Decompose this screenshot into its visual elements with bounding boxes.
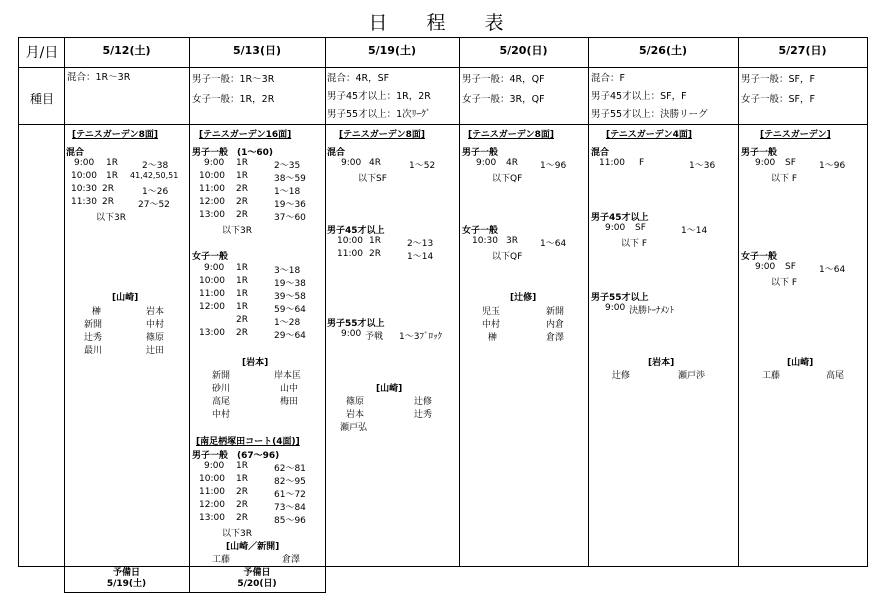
reserve-label: 予備日 xyxy=(112,568,140,578)
draw-range: 73～84 xyxy=(274,503,306,513)
time: 13:00 xyxy=(199,513,225,523)
time: 10:00 xyxy=(199,474,225,484)
event-line: 男子一般：SF，F xyxy=(741,74,815,85)
time: 9:00 xyxy=(341,329,362,339)
section-tail: 以下 F xyxy=(621,239,648,249)
round: 1R xyxy=(236,171,248,181)
draw-range: 2～13 xyxy=(407,239,434,249)
time: 12:00 xyxy=(199,302,225,312)
section-title: 男子一般 (67～96) xyxy=(192,451,280,461)
section-tail: 以下 F xyxy=(771,278,798,288)
draw-range: 1～96 xyxy=(819,161,846,171)
group-member: 最川 xyxy=(84,346,103,356)
section-title: 男子一般 xyxy=(741,148,778,158)
group-member: 辻秀 xyxy=(84,333,103,343)
draw-range: 82～95 xyxy=(274,477,306,487)
draw-range: 1～3ﾌﾞﾛｯｸ xyxy=(399,332,442,342)
reserve-label: 予備日 xyxy=(243,568,271,578)
group-member: 新開 xyxy=(84,320,103,330)
time: 9:00 xyxy=(605,223,626,233)
venue-label: [テニスガーデン4面] xyxy=(606,130,692,140)
group-name: [山崎／新開] xyxy=(226,542,280,552)
time: 9:00 xyxy=(204,461,225,471)
group-member: 榊 xyxy=(488,333,498,343)
time: 10:00 xyxy=(199,276,225,286)
draw-range: 3～18 xyxy=(274,266,301,276)
group-name: [山崎] xyxy=(376,384,403,394)
round: 1R xyxy=(369,236,381,246)
grid-line xyxy=(738,37,739,567)
draw-range: 41,42,50,51 xyxy=(130,171,179,180)
draw-range: 1～36 xyxy=(689,161,716,171)
group-member: 瀬戸弘 xyxy=(340,423,368,433)
group-member: 篠原 xyxy=(346,397,365,407)
round: 1R xyxy=(236,158,248,168)
section-title: 男子一般 xyxy=(462,148,499,158)
draw-range: 2～35 xyxy=(274,161,301,171)
group-name: [岩本] xyxy=(648,358,675,368)
round: 予戦 xyxy=(365,332,384,342)
time: 10:00 xyxy=(199,171,225,181)
section-tail: 以下QF xyxy=(492,252,523,262)
group-member: 新開 xyxy=(212,371,231,381)
grid-line xyxy=(325,37,326,593)
group-member: 高尾 xyxy=(212,397,231,407)
time: 10:30 xyxy=(71,184,97,194)
event-line: 混合：1R～3R xyxy=(67,72,131,83)
group-member: 岸本匡 xyxy=(274,371,302,381)
section-title: 女子一般 xyxy=(462,226,499,236)
time: 11:00 xyxy=(199,184,225,194)
group-member: 倉澤 xyxy=(546,333,565,343)
round: 4R xyxy=(506,158,518,168)
reserve-day xyxy=(189,568,325,590)
event-line: 混合：4R，SF xyxy=(327,73,390,84)
event-line: 男子一般：4R，QF xyxy=(462,74,545,85)
draw-range: 1～64 xyxy=(819,265,846,275)
event-cell xyxy=(327,70,431,124)
grid-line xyxy=(189,37,190,593)
round: 1R xyxy=(236,461,248,471)
round: 2R xyxy=(236,487,248,497)
time: 11:00 xyxy=(599,158,625,168)
event-line: 男子45才以上：SF，F xyxy=(591,91,687,102)
round: 2R xyxy=(102,184,114,194)
time: 10:00 xyxy=(337,236,363,246)
draw-range: 59～64 xyxy=(274,305,306,315)
group-member: 児玉 xyxy=(482,307,501,317)
draw-range: 85～96 xyxy=(274,516,306,526)
group-member: 工藤 xyxy=(212,555,231,565)
time: 11:30 xyxy=(71,197,97,207)
section-title: 混合 xyxy=(591,148,610,158)
group-member: 篠原 xyxy=(146,333,165,343)
event-cell xyxy=(192,70,274,110)
time: 9:00 xyxy=(74,158,95,168)
time: 11:00 xyxy=(199,289,225,299)
group-name: [辻修] xyxy=(510,293,537,303)
group-name: [山崎] xyxy=(787,358,814,368)
time: 10:00 xyxy=(71,171,97,181)
group-member: 辻秀 xyxy=(414,410,433,420)
group-member: 岩本 xyxy=(346,410,365,420)
event-line: 混合：F xyxy=(591,73,625,84)
section-tail: 以下3R xyxy=(222,529,252,539)
round: SF xyxy=(785,158,796,168)
time: 9:00 xyxy=(755,158,776,168)
time: 9:00 xyxy=(755,262,776,272)
section-title: 男子55才以上 xyxy=(327,319,385,329)
venue-label: [テニスガーデン16面] xyxy=(199,130,292,140)
page-title: 日 程 表 xyxy=(368,12,514,34)
header-date-label: 月/日 xyxy=(25,45,59,61)
round: 2R xyxy=(369,249,381,259)
draw-range: 38～59 xyxy=(274,174,306,184)
grid-line xyxy=(18,566,868,567)
round: 1R xyxy=(236,474,248,484)
group-member: 辻田 xyxy=(146,346,165,356)
venue-label: [テニスガーデン] xyxy=(760,130,831,140)
round: 1R xyxy=(106,158,118,168)
group-member: 岩本 xyxy=(146,307,165,317)
venue-label: [南足柄塚田コート(4面)] xyxy=(196,437,300,447)
group-member: 瀬戸渉 xyxy=(678,371,706,381)
group-member: 辻修 xyxy=(612,371,631,381)
time: 10:30 xyxy=(472,236,498,246)
header-date: 5/13(日) xyxy=(232,44,282,57)
round: 3R xyxy=(506,236,518,246)
draw-range: 1～18 xyxy=(274,187,301,197)
draw-range: 1～64 xyxy=(540,239,567,249)
venue-label: [テニスガーデン8面] xyxy=(468,130,554,140)
draw-range: 2～38 xyxy=(142,161,169,171)
time: 11:00 xyxy=(199,487,225,497)
draw-range: 1～28 xyxy=(274,318,301,328)
event-cell xyxy=(741,70,815,110)
draw-range: 1～52 xyxy=(409,161,436,171)
venue-label: [テニスガーデン8面] xyxy=(339,130,425,140)
draw-range: 62～81 xyxy=(274,464,306,474)
round: SF xyxy=(785,262,796,272)
event-cell xyxy=(67,70,130,86)
draw-range: 19～38 xyxy=(274,279,306,289)
round: 2R xyxy=(236,197,248,207)
grid-line xyxy=(18,124,868,125)
round: 2R xyxy=(236,513,248,523)
section-tail: 以下3R xyxy=(96,213,126,223)
group-member: 中村 xyxy=(212,410,231,420)
round: 1R xyxy=(236,289,248,299)
draw-range: 61～72 xyxy=(274,490,306,500)
time: 9:00 xyxy=(204,263,225,273)
section-tail: 以下3R xyxy=(222,226,252,236)
round: 4R xyxy=(369,158,381,168)
round: 2R xyxy=(236,315,248,325)
round: 1R xyxy=(106,171,118,181)
grid-line xyxy=(18,67,868,68)
header-date: 5/20(日) xyxy=(499,44,548,57)
draw-range: 1～96 xyxy=(540,161,567,171)
round: 2R xyxy=(102,197,114,207)
header-date: 5/19(土) xyxy=(367,44,417,57)
grid-line xyxy=(867,37,868,567)
event-line: 女子一般：3R，QF xyxy=(462,94,545,105)
header-date: 5/27(日) xyxy=(778,44,827,57)
group-member: 高尾 xyxy=(826,371,845,381)
section-tail: 以下QF xyxy=(492,174,523,184)
event-cell xyxy=(591,70,708,124)
group-name: [岩本] xyxy=(242,358,269,368)
group-member: 山中 xyxy=(280,384,299,394)
reserve-date: 5/19(土) xyxy=(106,579,147,589)
event-line: 男子45才以上：1R，2R xyxy=(327,91,431,102)
section-title: 混合 xyxy=(327,148,346,158)
round: F xyxy=(639,158,645,168)
draw-range: 1～14 xyxy=(407,252,434,262)
round: 2R xyxy=(236,328,248,338)
grid-line xyxy=(18,37,868,38)
time: 13:00 xyxy=(199,328,225,338)
time: 12:00 xyxy=(199,500,225,510)
group-member: 倉澤 xyxy=(282,555,301,565)
section-tail: 以下 F xyxy=(771,174,798,184)
draw-range: 1～14 xyxy=(681,226,708,236)
draw-range: 19～36 xyxy=(274,200,306,210)
group-member: 内倉 xyxy=(546,320,565,330)
draw-range: 39～58 xyxy=(274,292,306,302)
time: 9:00 xyxy=(204,158,225,168)
section-title: 男子一般 (1～60) xyxy=(192,148,274,158)
group-member: 中村 xyxy=(482,320,501,330)
event-line: 男子55才以上：決勝リーグ xyxy=(591,109,708,120)
round: 2R xyxy=(236,500,248,510)
time: 13:00 xyxy=(199,210,225,220)
time: 12:00 xyxy=(199,197,225,207)
round: 1R xyxy=(236,263,248,273)
round: 2R xyxy=(236,210,248,220)
header-date: 5/26(土) xyxy=(638,44,688,57)
event-line: 男子一般：1R～3R xyxy=(192,74,275,85)
time: 9:00 xyxy=(476,158,497,168)
group-member: 辻修 xyxy=(414,397,433,407)
draw-range: 37～60 xyxy=(274,213,306,223)
draw-range: 1～26 xyxy=(142,187,169,197)
section-title: 女子一般 xyxy=(192,252,229,262)
event-line: 女子一般：SF，F xyxy=(741,94,815,105)
draw-range: 27～52 xyxy=(138,200,170,210)
event-line: 男子55才以上：1次ﾘｰｸﾞ xyxy=(327,109,431,120)
section-title: 男子55才以上 xyxy=(591,293,649,303)
time: 9:00 xyxy=(605,303,626,313)
time: 9:00 xyxy=(341,158,362,168)
group-name: [山崎] xyxy=(112,293,139,303)
section-title: 男子45才以上 xyxy=(327,226,385,236)
section-title: 女子一般 xyxy=(741,252,778,262)
round: 1R xyxy=(236,302,248,312)
grid-line xyxy=(64,37,65,593)
time: 11:00 xyxy=(337,249,363,259)
group-member: 新開 xyxy=(546,307,565,317)
reserve-date: 5/20(日) xyxy=(237,579,277,589)
section-title: 混合 xyxy=(66,148,85,158)
round: SF xyxy=(635,223,646,233)
grid-line xyxy=(588,37,589,567)
round: 決勝ﾄｰﾅﾒﾝﾄ xyxy=(629,306,675,316)
grid-line xyxy=(64,592,326,593)
section-tail: 以下SF xyxy=(358,174,387,184)
row-label-event: 種目 xyxy=(29,92,54,106)
reserve-day xyxy=(64,568,189,590)
group-member: 榊 xyxy=(92,307,102,317)
group-member: 砂川 xyxy=(212,384,231,394)
event-cell xyxy=(462,70,545,110)
event-line: 女子一般：1R，2R xyxy=(192,94,275,105)
section-title: 男子45才以上 xyxy=(591,213,649,223)
group-member: 梅田 xyxy=(280,397,299,407)
group-member: 工藤 xyxy=(762,371,781,381)
venue-label: [テニスガーデン8面] xyxy=(72,130,158,140)
round: 1R xyxy=(236,276,248,286)
grid-line xyxy=(18,37,19,567)
grid-line xyxy=(459,37,460,567)
round: 2R xyxy=(236,184,248,194)
group-member: 中村 xyxy=(146,320,165,330)
draw-range: 29～64 xyxy=(274,331,306,341)
header-date: 5/12(土) xyxy=(102,44,151,57)
